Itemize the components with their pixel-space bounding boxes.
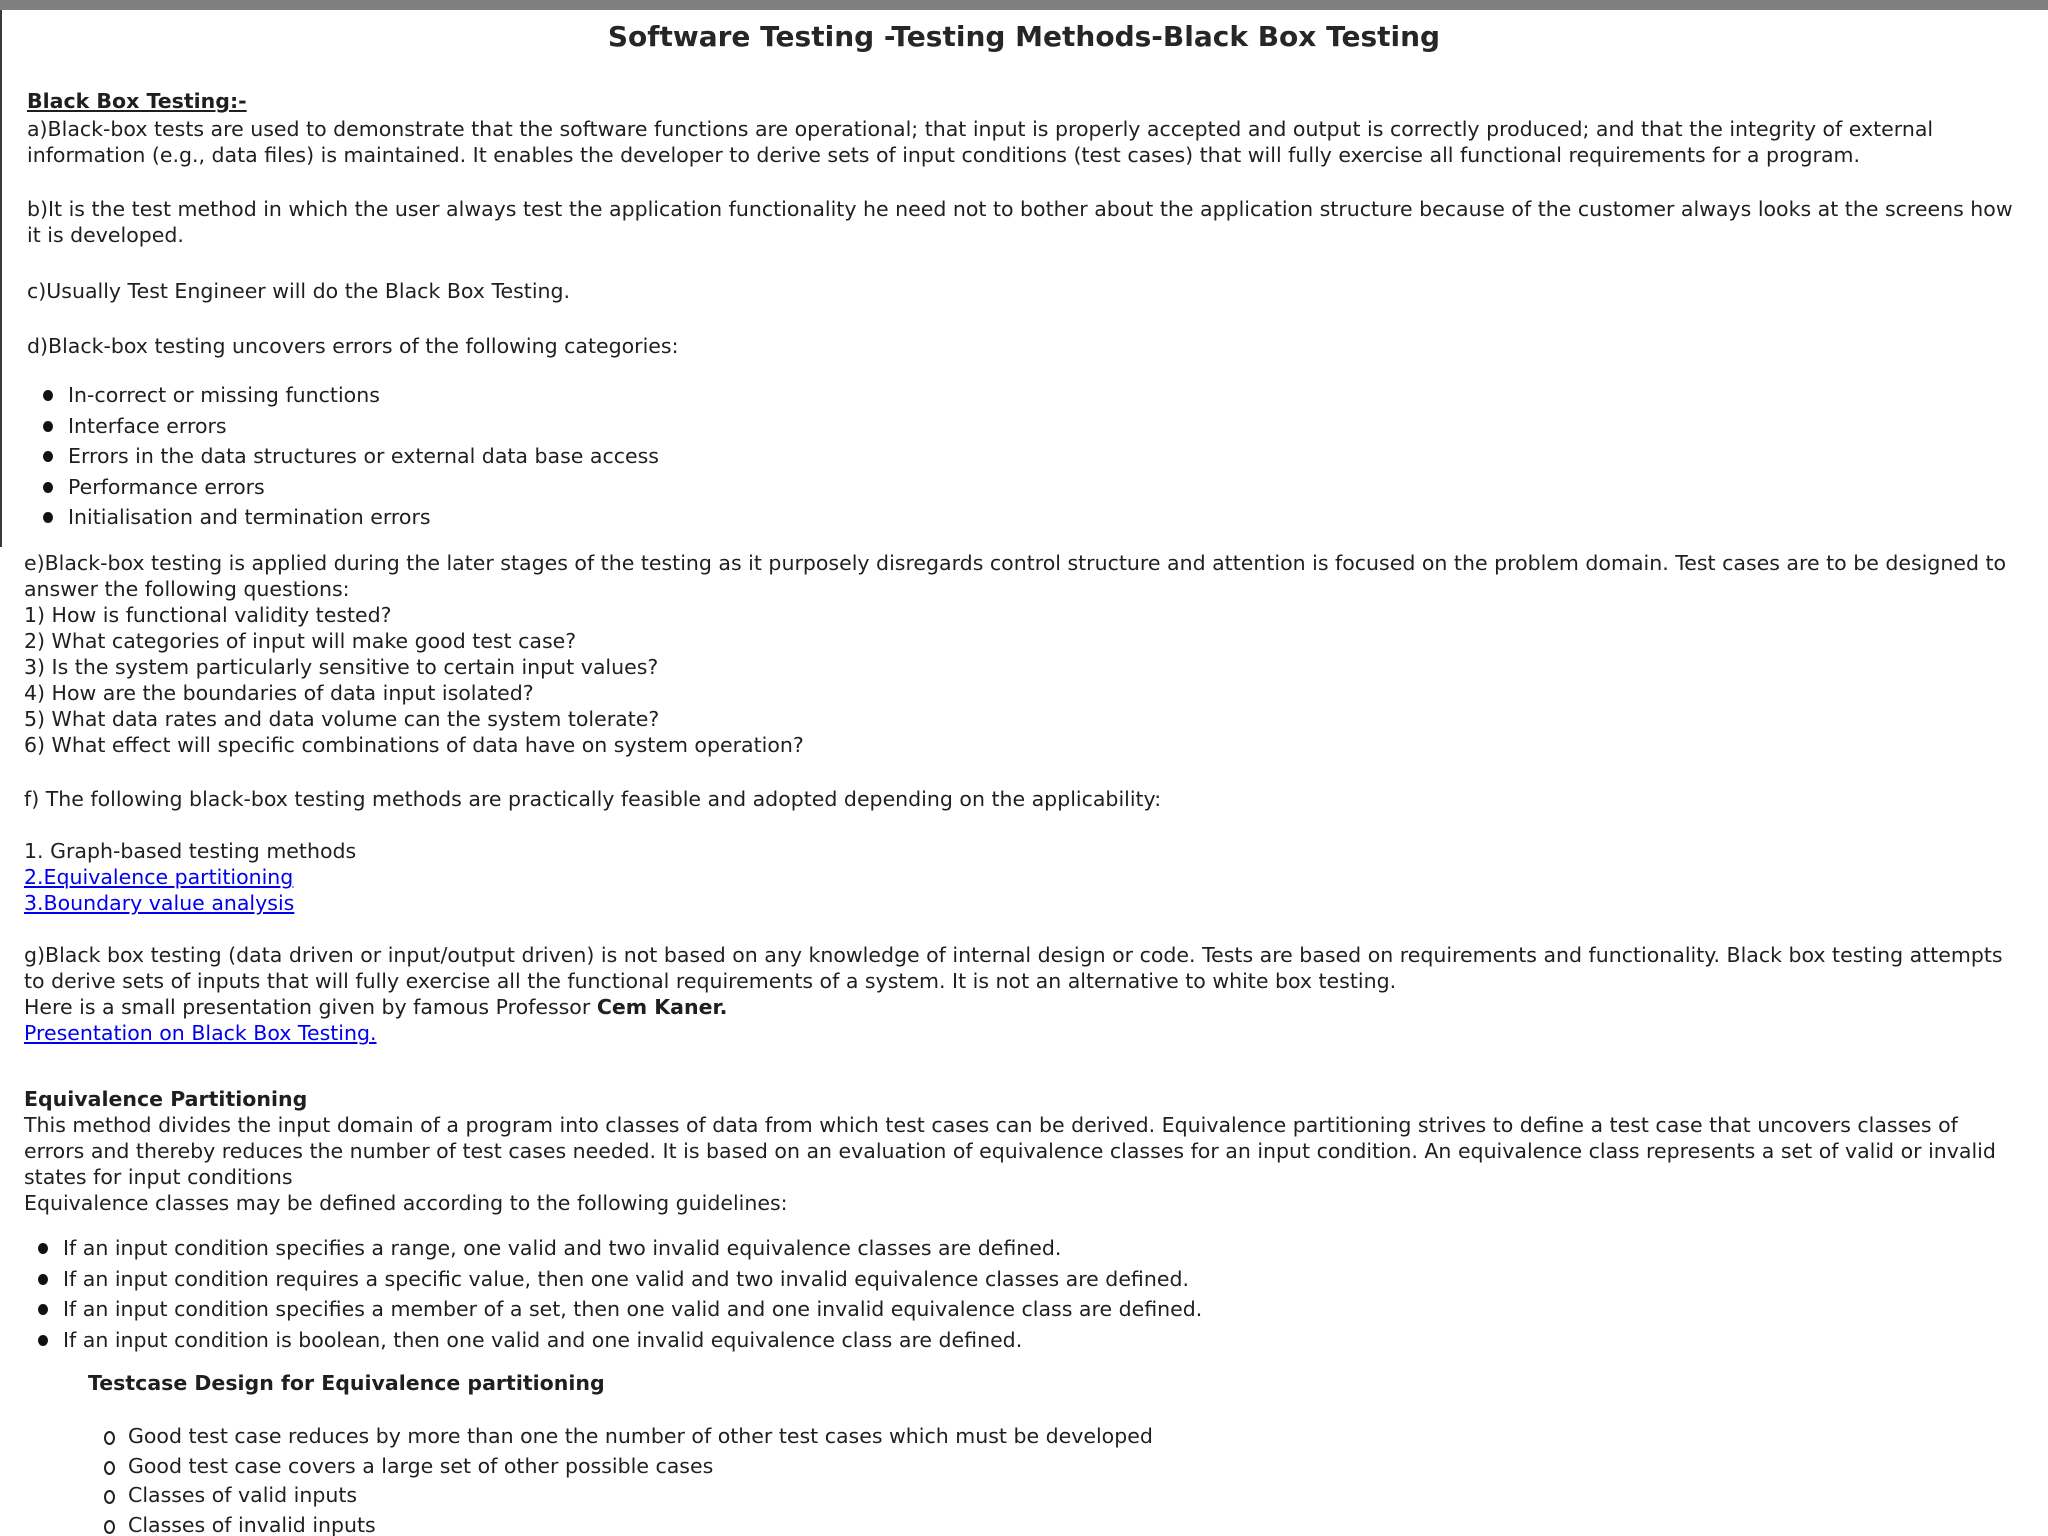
error-categories-list [27,380,2017,533]
para-e-block [24,550,2020,758]
question-item: 3) Is the system particularly sensitive to certain input values? [24,655,659,679]
question-item: 2) What categories of input will make good test case? [24,629,577,653]
testcase-design-heading: Testcase Design for Equivalence partitioning [88,1371,605,1395]
equivalence-partitioning-section [24,1086,2020,1216]
para-a: a)Black-box tests are used to demonstrate that the software functions are operational; that input is properly accepted and output is correctly produced; and that the integrity of external information (e.g., data files) is maintained. It enables the developer to derive sets of input conditions (test cases) that will fully exercise all functional requirements for a program. [27,117,1934,167]
method-graph-based: 1. Graph-based testing methods [24,839,357,863]
presentation-intro: Here is a small presentation given by famous Professor [24,995,597,1019]
page-title: Software Testing -Testing Methods-Black Box Testing [607,20,1441,53]
list-item: If an input condition requires a specific value, then one valid and two invalid equivalence classes are defined. [22,1264,2018,1295]
ep-guidelines-list [22,1233,2018,1355]
question-item: 1) How is functional validity tested? [24,603,392,627]
boundary-value-analysis-link[interactable]: 3.Boundary value analysis [24,891,295,915]
presentation-link[interactable]: Presentation on Black Box Testing. [24,1021,377,1045]
question-item: 5) What data rates and data volume can the system tolerate? [24,707,660,731]
para-c: c)Usually Test Engineer will do the Black Box Testing. [27,279,571,303]
list-item: If an input condition is boolean, then one valid and one invalid equivalence class are defined. [22,1325,2018,1356]
question-item: 4) How are the boundaries of data input isolated? [24,681,534,705]
testcase-design-list [88,1422,1988,1536]
equivalence-partitioning-link[interactable]: 2.Equivalence partitioning [24,865,294,889]
list-item: If an input condition specifies a range, one valid and two invalid equivalence classes are defined. [22,1233,2018,1264]
list-item: Errors in the data structures or external data base access [27,441,2017,472]
methods-list [24,838,2020,916]
para-e: e)Black-box testing is applied during the later stages of the testing as it purposely disregards control structure and attention is focused on the problem domain. Test cases are to be designed to answer the following questions: [24,551,2007,601]
list-item: In-correct or missing functions [27,380,2017,411]
list-item: Initialisation and termination errors [27,502,2017,533]
ep-heading: Equivalence Partitioning [24,1087,308,1111]
para-g: g)Black box testing (data driven or input/output driven) is not based on any knowledge of internal design or code. Tests are based on requirements and functionality. Black box testing attempts to derive sets of inputs that will fully exercise all the functional requirements of a system. It is not an alternative to white box testing. [24,943,2003,993]
black-box-heading: Black Box Testing:- [27,89,247,113]
section-black-box-heading [27,88,2017,114]
window-top-bar [0,0,2048,10]
ep-guidelines-intro: Equivalence classes may be defined according to the following guidelines: [24,1191,788,1215]
para-f: f) The following black-box testing methods are practically feasible and adopted depending on the applicability: [24,787,1162,811]
ep-para: This method divides the input domain of a program into classes of data from which test cases can be derived. Equivalence partitioning strives to define a test case that uncovers classes of errors and thereby reduces the number of test cases needed. It is based on an evaluation of equivalence classes for an input condition. An equivalence class represents a set of valid or invalid states for input conditions [24,1113,1996,1189]
document-page [0,10,2048,1536]
professor-name: Cem Kaner. [596,995,728,1019]
list-item: If an input condition specifies a member of a set, then one valid and one invalid equivalence class are defined. [22,1294,2018,1325]
question-item: 6) What effect will specific combinations of data have on system operation? [24,733,804,757]
tc-heading-block [88,1370,2048,1396]
para-g-block [24,942,2020,1046]
list-item: Classes of invalid inputs [88,1511,1988,1536]
para-d: d)Black-box testing uncovers errors of the following categories: [27,334,679,358]
list-item: Interface errors [27,411,2017,442]
list-item: Performance errors [27,472,2017,503]
presentation-line [24,994,2020,1020]
para-b: b)It is the test method in which the user always test the application functionality he need not to bother about the application structure because of the customer always looks at the screens how it is developed. [27,197,2013,247]
list-item: Classes of valid inputs [88,1481,1988,1511]
list-item: Good test case covers a large set of other possible cases [88,1452,1988,1482]
list-item: Good test case reduces by more than one the number of other test cases which must be developed [88,1422,1988,1452]
